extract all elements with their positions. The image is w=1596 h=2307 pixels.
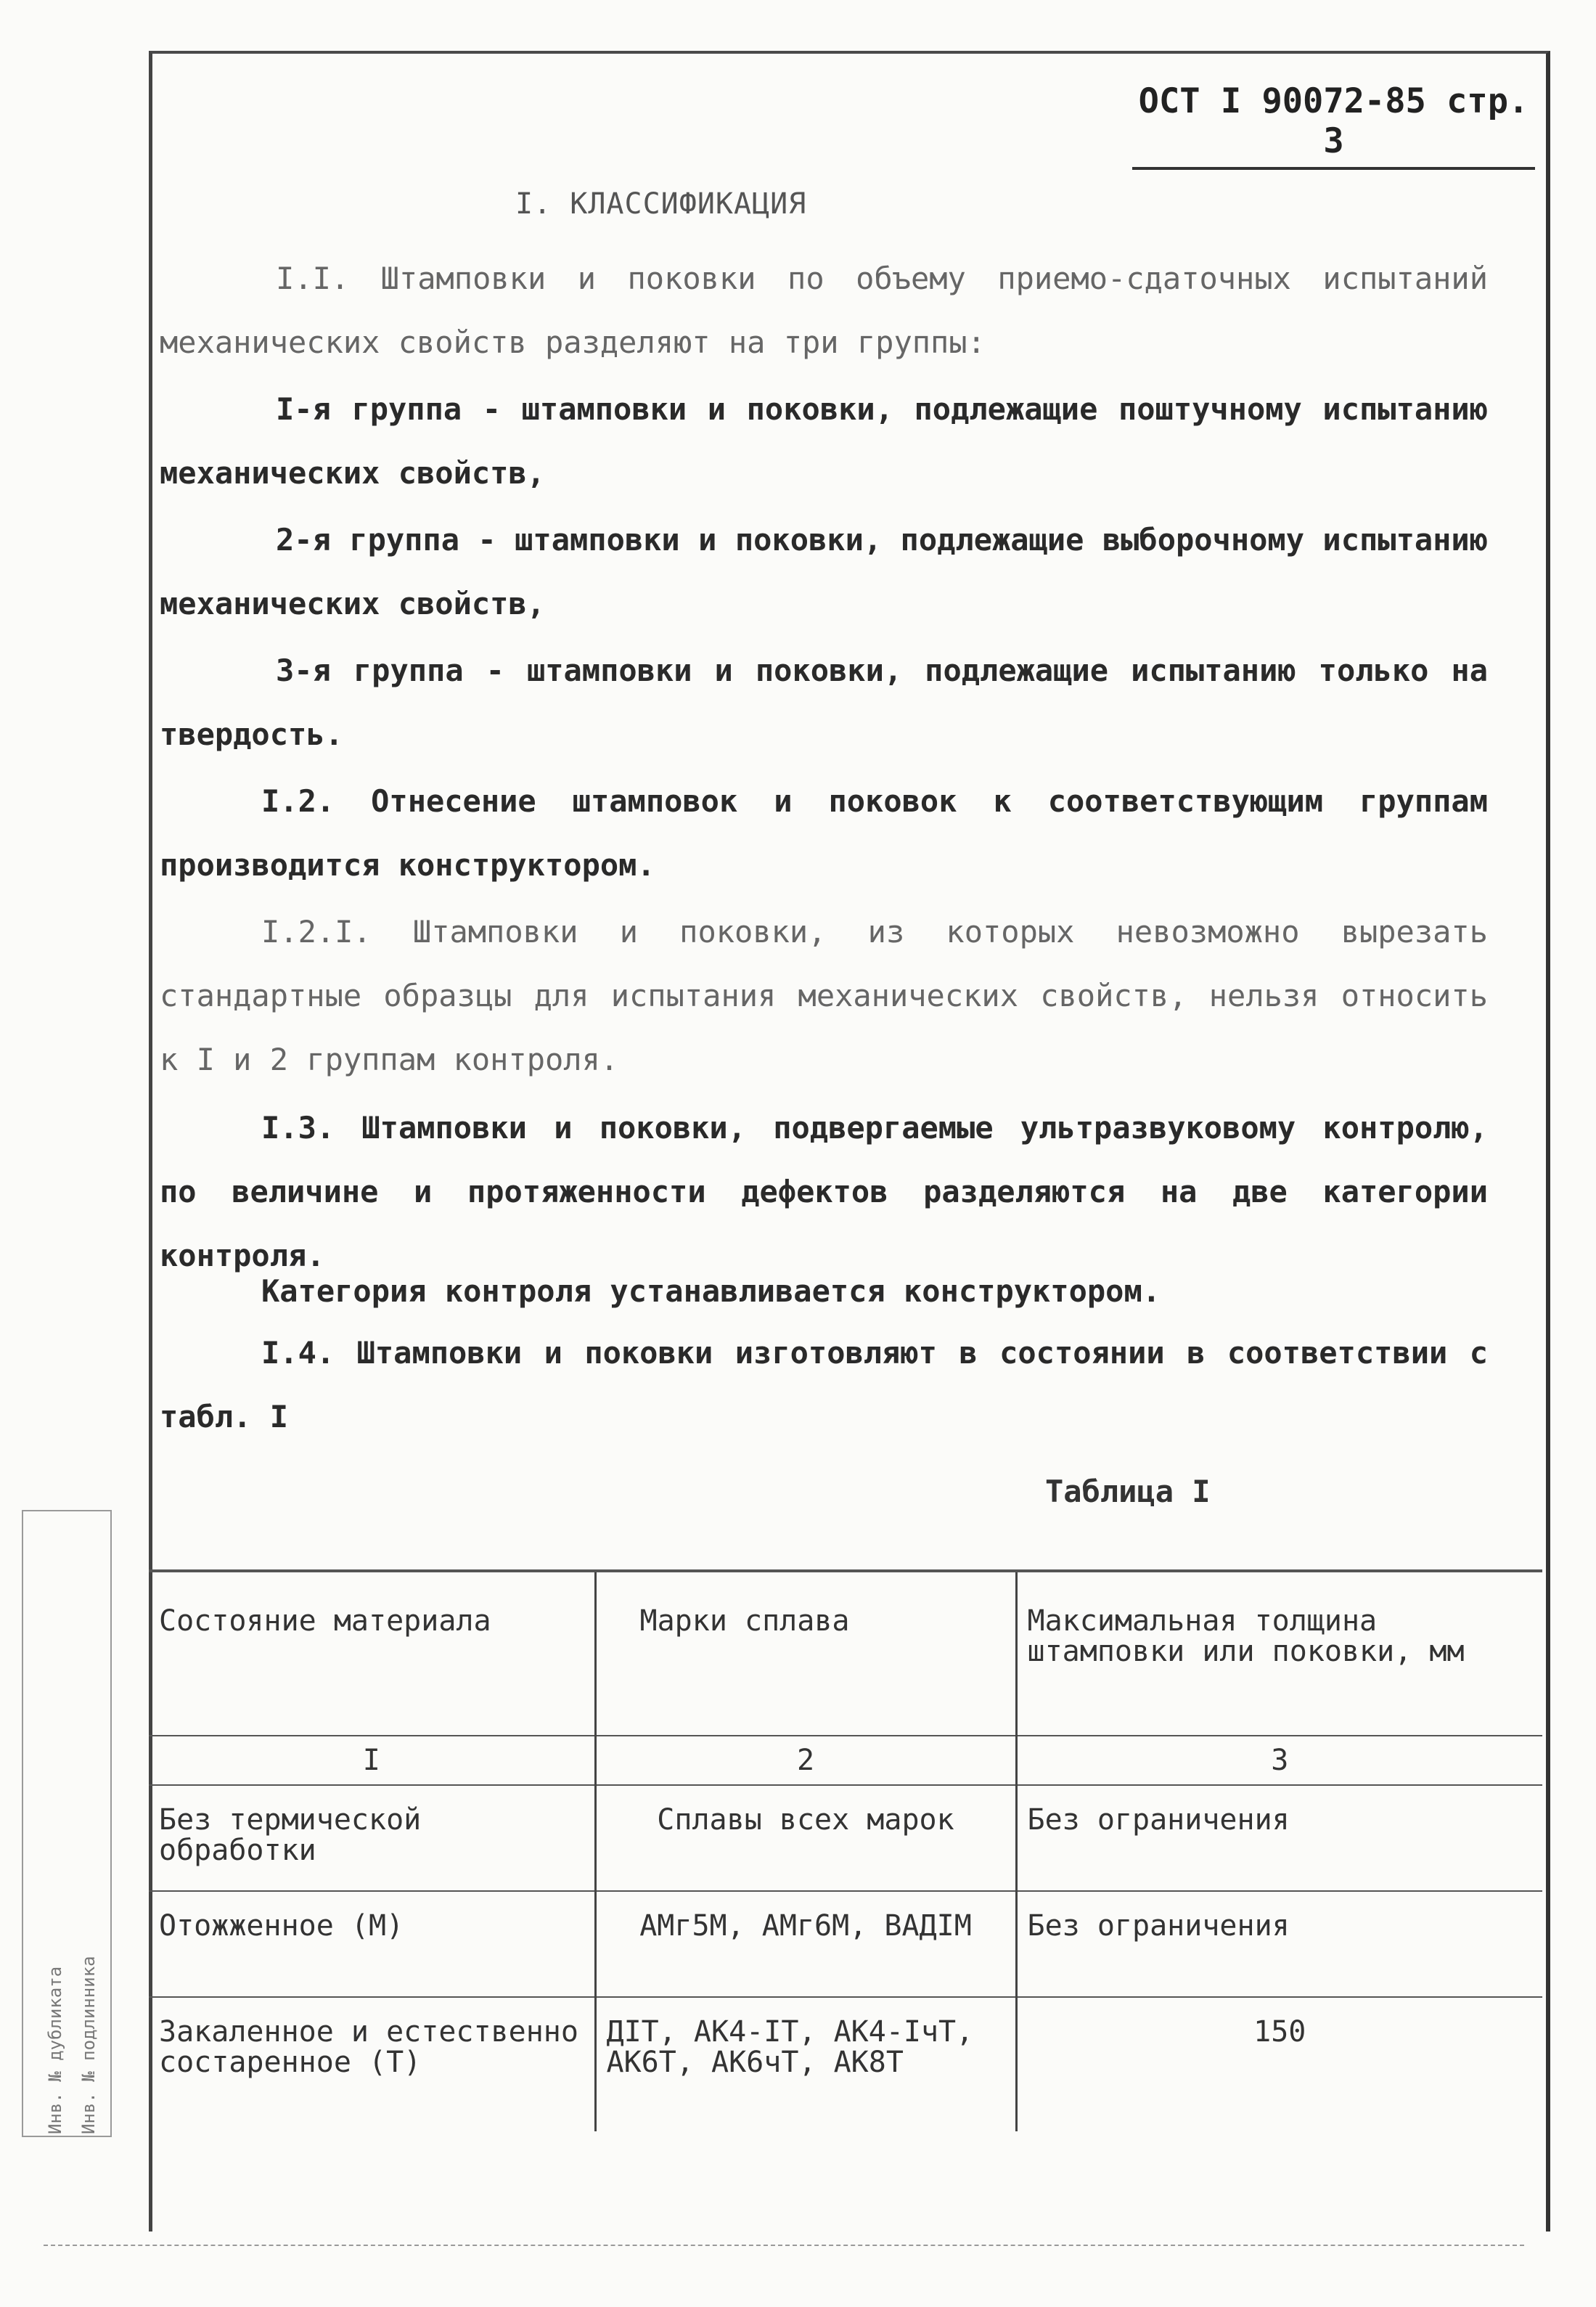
header-cell: Максимальная толщина штамповки или поковки, мм [1016,1571,1542,1736]
document-code: ОСТ I 90072-85 стр. 3 [1132,81,1535,170]
table-cell: Без ограничения [1016,1891,1542,1997]
table-cell: ДIТ, АК4-IТ, АК4-IчТ, АК6Т, АК6чТ, АК8Т [595,1997,1016,2131]
table-row [149,1997,1542,2131]
paragraph-group-1: I-я группа - штамповки и поковки, подлежащие поштучному испытанию механических свойств, [160,391,1488,491]
table-cell: Без термической обработки [149,1785,595,1891]
table-header-row [149,1571,1542,1736]
table-cell: Отожженное (М) [149,1891,595,1997]
table-1 [149,1569,1542,2131]
side-stamp-original-label: Инв. № подлинника [78,1956,99,2134]
table-cell: 150 [1016,1997,1542,2131]
paragraph-group-2: 2-я группа - штамповки и поковки, подлежащие выборочному испытанию механических свойств, [160,522,1488,621]
column-number: I [149,1736,595,1785]
side-stamp-duplicate-label: Инв. № дубликата [45,1966,65,2134]
header-cell: Состояние материала [149,1571,595,1736]
table-row [149,1891,1542,1997]
table-cell: Закаленное и естественно состаренное (Т) [159,2015,578,2079]
paragraph-1-2: I.2. Отнесение штамповок и поковок к соответствующим группам производится конструктором. [160,783,1488,883]
column-number: 2 [595,1736,1016,1785]
paragraph-1-2-1: I.2.I. Штамповки и поковки, из которых невозможно вырезать стандартные образцы для испытания механических свойств, нельзя относить к I и 2 группам контроля. [160,914,1488,1077]
paragraph-group-3: 3-я группа - штамповки и поковки, подлежащие испытанию только на твердость. [160,653,1488,752]
table-caption: Таблица I [1045,1474,1211,1509]
column-number: 3 [1016,1736,1542,1785]
bottom-rule [44,2245,1524,2246]
paragraph-1-3: I.3. Штамповки и поковки, подвергаемые ультразвуковому контролю, по величине и протяженности дефектов разделяются на две категории контроля. [160,1110,1488,1273]
section-title: I. КЛАССИФИКАЦИЯ [515,187,807,221]
table-cell: Сплавы всех марок [595,1785,1016,1891]
table-cell: Без ограничения [1016,1785,1542,1891]
column-number-row [149,1736,1542,1785]
paragraph-1-3-category: Категория контроля устанавливается конструктором. [261,1273,1161,1309]
paragraph-1-1: I.I. Штамповки и поковки по объему приемо-сдаточных испытаний механических свойств разделяют на три группы: [160,261,1488,360]
table-cell: АМг5М, АМг6М, ВАДIМ [595,1891,1016,1997]
paragraph-1-4: I.4. Штамповки и поковки изготовляют в состоянии в соответствии с табл. I [160,1335,1488,1434]
table-row [149,1785,1542,1891]
header-cell: Марки сплава [595,1571,1016,1736]
